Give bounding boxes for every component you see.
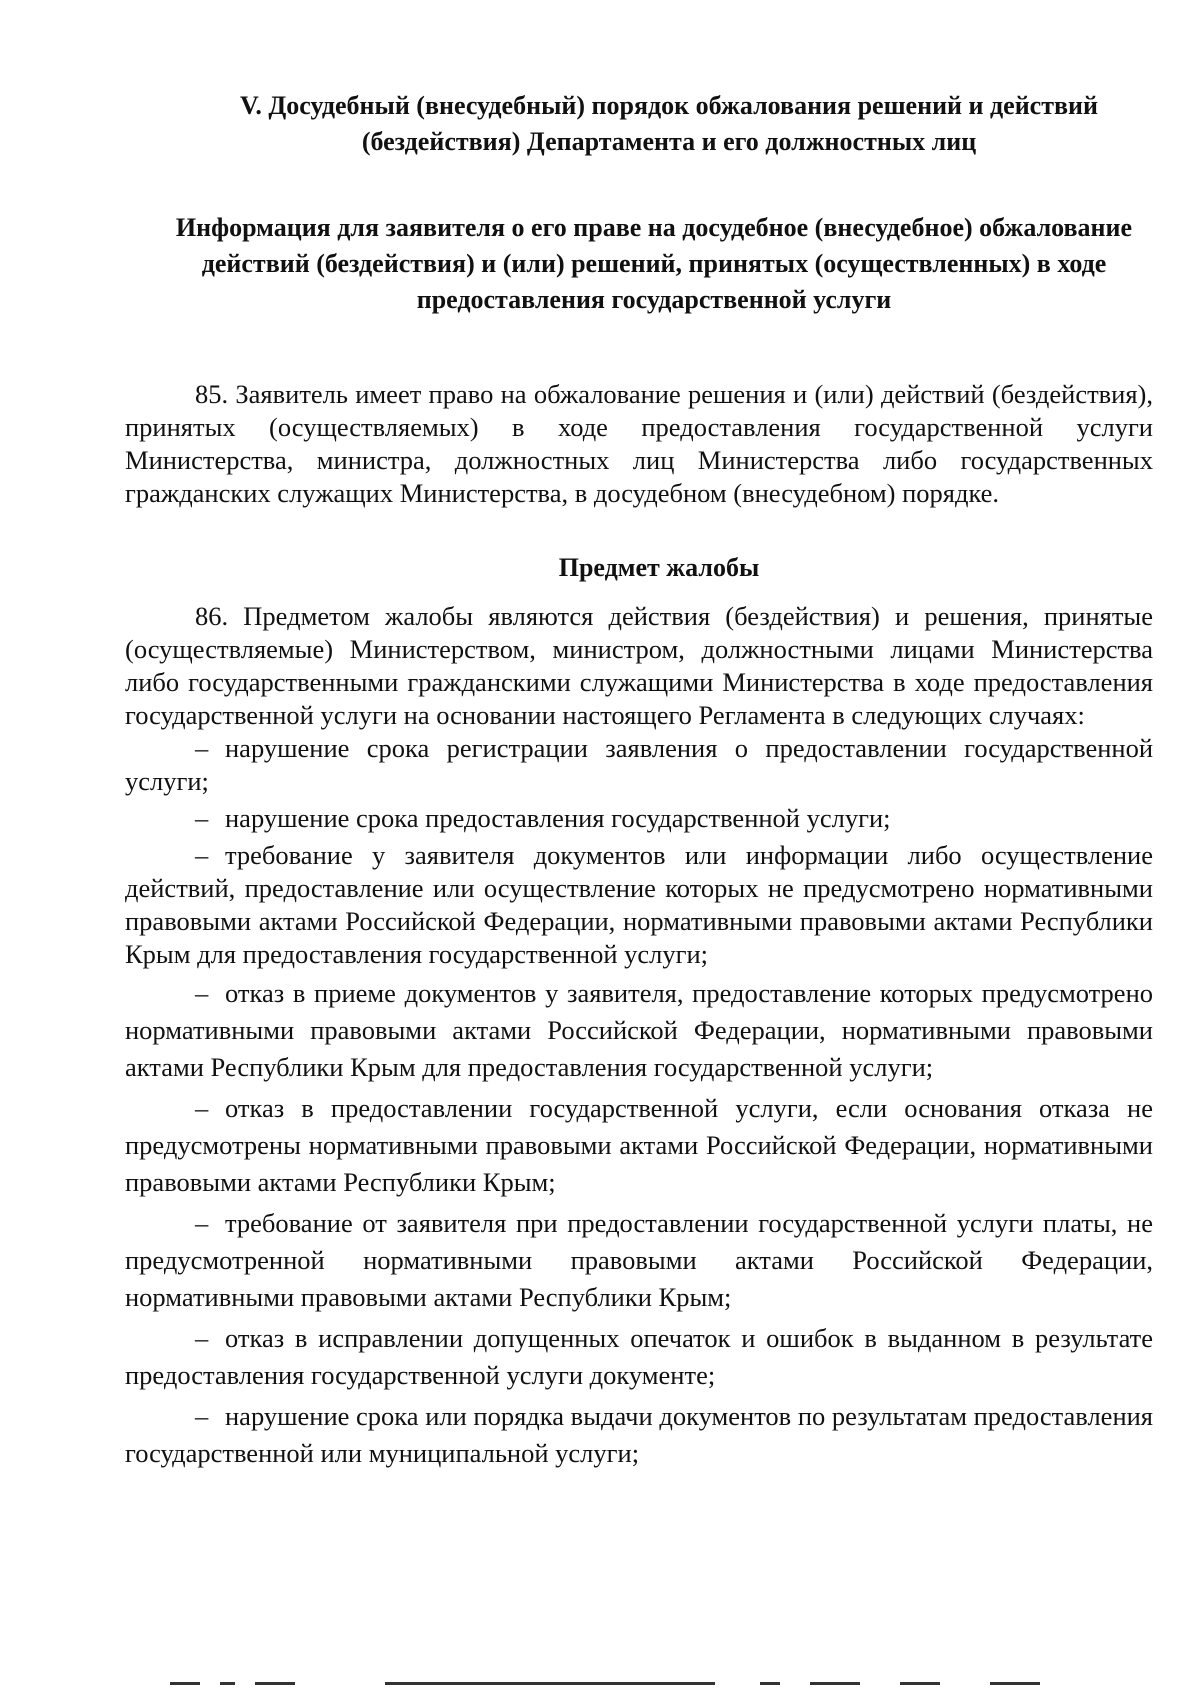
- info-heading: Информация для заявителя о его праве на досудебное (внесудебное) обжалование действий (бездействия) и (или) решений, принятых (осуществленных) в ходе предоставления государственной услуги: [175, 213, 1133, 314]
- scan-mark: [760, 1682, 780, 1685]
- list-item: [125, 1205, 1153, 1316]
- dash-marker: –: [195, 1093, 209, 1123]
- list-item: [125, 1320, 1153, 1394]
- list-item-text: нарушение срока предоставления государственной услуги;: [225, 803, 891, 833]
- section-heading: V. Досудебный (внесудебный) порядок обжалования решений и действий (бездействия) Департамента и его должностных лиц: [239, 91, 1098, 156]
- list-item-text: требование от заявителя при предоставлении государственной услуги платы, не предусмотренной нормативными правовыми актами Российской Федерации, нормативными правовыми актами Республики Крым;: [125, 1208, 1153, 1312]
- dash-marker: –: [195, 840, 209, 870]
- paragraph-86: 86. Предметом жалобы являются действия (бездействия) и решения, принятые (осуществляемые) Министерством, министром, должностными лицами Министерства либо государственными гражданскими служащими Министерства в ходе предоставления государственной услуги на основании настоящего Регламента в следующих случаях:: [125, 601, 1153, 730]
- scan-mark: [385, 1682, 715, 1685]
- scan-mark: [220, 1682, 235, 1685]
- list-item: [125, 1398, 1153, 1472]
- list-item: [125, 732, 1153, 798]
- scan-mark: [990, 1682, 1040, 1685]
- list-item: [125, 839, 1153, 971]
- scan-mark: [170, 1682, 200, 1685]
- list-item-text: отказ в предоставлении государственной услуги, если основания отказа не предусмотрены нормативными правовыми актами Российской Федерации, нормативными правовыми актами Республики Крым;: [125, 1093, 1153, 1197]
- list-item-text: отказ в приеме документов у заявителя, предоставление которых предусмотрено нормативными правовыми актами Российской Федерации, нормативными правовыми актами Республики Крым для предоставления государственной услуги;: [125, 978, 1153, 1082]
- subject-heading: Предмет жалобы: [558, 553, 760, 582]
- list-item: [125, 975, 1153, 1086]
- document-body: [125, 88, 1153, 1476]
- dash-marker: –: [195, 803, 209, 833]
- dash-marker: –: [195, 1323, 209, 1353]
- list-item: [125, 802, 1153, 835]
- dash-marker: –: [195, 978, 209, 1008]
- list-item-text: требование у заявителя документов или информации либо осуществление действий, предоставление или осуществление которых не предусмотрено нормативными правовыми актами Российской Федерации, нормативными правовыми актами Республики Крым для предоставления государственной услуги;: [125, 840, 1153, 969]
- list-item-text: нарушение срока регистрации заявления о предоставлении государственной услуги;: [125, 733, 1153, 796]
- scan-mark: [255, 1682, 295, 1685]
- list-item-text: отказ в исправлении допущенных опечаток и ошибок в выданном в результате предоставления государственной услуги документе;: [125, 1323, 1153, 1390]
- scan-mark: [900, 1682, 940, 1685]
- scan-edge-artifacts: [160, 1682, 1060, 1690]
- dash-marker: –: [195, 1401, 209, 1431]
- list-item: [125, 1090, 1153, 1201]
- list-item-text: нарушение срока или порядка выдачи документов по результатам предоставления государственной или муниципальной услуги;: [125, 1401, 1153, 1468]
- dash-marker: –: [195, 733, 209, 763]
- dash-marker: –: [195, 1208, 209, 1238]
- paragraph-85: 85. Заявитель имеет право на обжалование решения и (или) действий (бездействия), принятых (осуществляемых) в ходе предоставления государственной услуги Министерства, министра, должностных лиц Министерства либо государственных гражданских служащих Министерства, в досудебном (внесудебном) порядке.: [125, 379, 1153, 508]
- complaint-cases-list: [125, 732, 1153, 1472]
- scan-mark: [810, 1682, 860, 1685]
